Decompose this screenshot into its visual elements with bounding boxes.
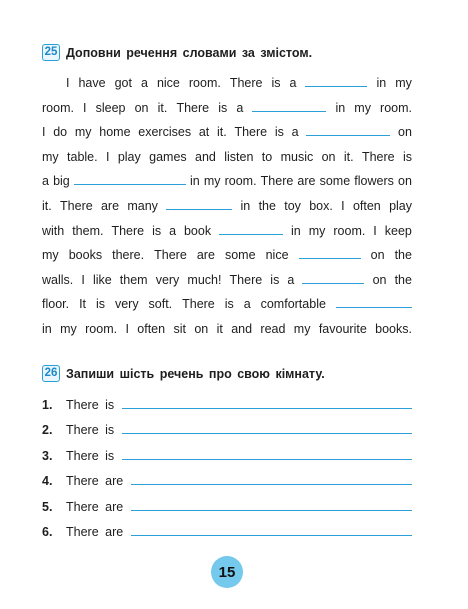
- paragraph-word: some: [224, 248, 256, 263]
- paragraph-word: it.: [157, 100, 168, 115]
- paragraph-word: There: [154, 248, 187, 263]
- paragraph-word: it: [216, 322, 223, 336]
- paragraph-word: table.: [67, 149, 98, 164]
- paragraph-word: toy: [284, 199, 301, 213]
- paragraph-word: a: [291, 125, 299, 140]
- paragraph-word: and: [231, 322, 253, 336]
- paragraph-word: It: [79, 297, 87, 312]
- paragraph-word: are: [196, 248, 215, 263]
- paragraph-line: [42, 197, 412, 215]
- paragraph-word: much!: [187, 272, 222, 287]
- paragraph-word: them.: [72, 223, 104, 238]
- paragraph-word: them: [119, 272, 148, 287]
- paragraph-word: and: [195, 149, 216, 164]
- paragraph-word: a: [287, 272, 295, 287]
- paragraph-word: room.: [224, 174, 257, 189]
- answer-blank[interactable]: [252, 100, 326, 112]
- paragraph-line: [42, 123, 412, 141]
- paragraph-word: I: [81, 272, 85, 287]
- task-instruction: Запиши шість речень про свою кімнату.: [66, 366, 325, 381]
- paragraph-word: comfortable: [260, 297, 326, 312]
- paragraph-word: in: [240, 199, 251, 213]
- paragraph-word: There: [229, 76, 263, 90]
- paragraph-word: my: [42, 149, 59, 164]
- paragraph-word: There: [176, 100, 210, 115]
- paragraph-word: on: [134, 100, 149, 115]
- paragraph-word: my: [354, 100, 371, 115]
- row-number: 3.: [42, 448, 53, 463]
- sentence-stem: There is: [66, 448, 115, 463]
- paragraph-word: it.: [216, 125, 227, 140]
- paragraph-word: play: [117, 149, 141, 164]
- paragraph-word: games: [149, 149, 187, 164]
- paragraph-line: [42, 295, 412, 313]
- paragraph-word: I: [66, 76, 70, 90]
- paragraph-word: There: [111, 223, 145, 238]
- paragraph-word: a: [140, 76, 148, 90]
- paragraph-word: on: [370, 248, 385, 263]
- paragraph-word: There: [234, 125, 268, 140]
- paragraph-word: it.: [343, 149, 354, 164]
- paragraph-word: in: [189, 174, 200, 189]
- paragraph-word: on: [398, 125, 412, 140]
- writing-row: [42, 472, 412, 490]
- paragraph-word: a: [236, 100, 244, 115]
- writing-row: [42, 447, 412, 465]
- paragraph-word: are: [297, 174, 316, 189]
- paragraph-word: There: [229, 272, 263, 287]
- paragraph-word: my: [395, 76, 412, 90]
- paragraph-word: is: [402, 149, 412, 164]
- answer-blank[interactable]: [166, 198, 232, 210]
- paragraph-word: a: [169, 223, 177, 238]
- paragraph-word: in: [376, 76, 387, 90]
- paragraph-word: books.: [375, 322, 412, 336]
- task-instruction: Доповни речення словами за змістом.: [66, 45, 313, 60]
- paragraph-word: book: [183, 223, 212, 238]
- paragraph-word: there.: [112, 248, 145, 263]
- sentence-stem: There are: [66, 474, 124, 489]
- paragraph-word: a: [243, 297, 251, 312]
- answer-blank[interactable]: [74, 173, 186, 185]
- paragraph-line: [42, 148, 412, 166]
- paragraph-word: big: [53, 174, 70, 189]
- writing-line[interactable]: [131, 524, 412, 536]
- paragraph-word: very: [114, 297, 139, 312]
- paragraph-word: a: [42, 174, 49, 189]
- row-number: 6.: [42, 525, 53, 539]
- writing-line[interactable]: [122, 422, 412, 434]
- paragraph-word: often: [352, 199, 381, 213]
- paragraph-word: is: [218, 100, 228, 115]
- writing-row: [42, 523, 412, 541]
- answer-blank[interactable]: [299, 247, 361, 259]
- writing-row: [42, 421, 412, 439]
- paragraph-word: do: [53, 125, 68, 140]
- paragraph-word: soft.: [148, 297, 173, 312]
- answer-blank[interactable]: [302, 272, 364, 284]
- paragraph-word: listen: [224, 149, 254, 164]
- paragraph-word: There: [361, 149, 395, 164]
- paragraph-line: [42, 222, 412, 240]
- paragraph-word: I: [373, 223, 377, 238]
- paragraph-line: [42, 74, 412, 92]
- paragraph-word: There: [60, 199, 93, 213]
- paragraph-word: is: [270, 272, 280, 287]
- paragraph-word: have: [78, 76, 106, 90]
- paragraph-word: sleep: [95, 100, 126, 115]
- answer-blank[interactable]: [306, 124, 390, 136]
- paragraph-word: in: [335, 100, 346, 115]
- row-number: 5.: [42, 499, 53, 514]
- paragraph-word: on: [194, 322, 209, 336]
- paragraph-word: often: [137, 322, 166, 336]
- paragraph-word: I: [125, 322, 129, 336]
- paragraph-word: my: [74, 125, 92, 140]
- row-number: 4.: [42, 474, 53, 489]
- paragraph-word: box.: [309, 199, 333, 213]
- answer-blank[interactable]: [219, 223, 283, 235]
- paragraph-word: my: [60, 322, 77, 336]
- paragraph-word: I: [42, 125, 46, 140]
- answer-blank[interactable]: [336, 296, 412, 308]
- sentence-stem: There are: [66, 525, 124, 539]
- paragraph-line: [42, 271, 412, 289]
- paragraph-word: on: [398, 174, 412, 189]
- paragraph-word: is: [274, 125, 284, 140]
- paragraph-word: room.: [333, 223, 366, 238]
- paragraph-word: sit: [173, 322, 186, 336]
- paragraph-word: with: [42, 223, 65, 238]
- paragraph-word: is: [224, 297, 234, 312]
- paragraph-word: at: [198, 125, 210, 140]
- paragraph-word: like: [92, 272, 112, 287]
- paragraph-word: room.: [188, 76, 221, 90]
- row-number: 2.: [42, 423, 53, 438]
- sentence-stem: There is: [66, 423, 115, 438]
- paragraph-word: I: [105, 149, 110, 164]
- task-25-header: [42, 44, 312, 61]
- paragraph-word: music: [280, 149, 314, 164]
- paragraph-word: read: [260, 322, 286, 336]
- paragraph-word: my: [293, 322, 311, 336]
- paragraph-word: is: [271, 76, 281, 90]
- paragraph-word: floor.: [42, 297, 70, 312]
- paragraph-word: very: [155, 272, 180, 287]
- paragraph-word: room.: [380, 100, 412, 115]
- paragraph-word: flowers: [354, 174, 394, 189]
- paragraph-word: I: [341, 199, 345, 213]
- paragraph-word: in: [291, 223, 301, 238]
- paragraph-word: it.: [42, 199, 52, 213]
- paragraph-word: my: [203, 174, 221, 189]
- paragraph-line: [42, 172, 412, 190]
- paragraph-word: room.: [42, 100, 74, 115]
- writing-line[interactable]: [131, 499, 412, 511]
- paragraph-word: room.: [85, 322, 118, 336]
- paragraph-word: I: [83, 100, 87, 115]
- paragraph-word: is: [152, 223, 162, 238]
- writing-line[interactable]: [122, 448, 412, 460]
- paragraph-line: [42, 99, 412, 117]
- paragraph-word: to: [261, 149, 273, 164]
- paragraph-word: play: [389, 199, 412, 213]
- paragraph-word: favourite: [318, 322, 367, 336]
- writing-line[interactable]: [131, 473, 412, 485]
- page-number: 15: [211, 556, 243, 588]
- paragraph-word: my: [308, 223, 326, 238]
- writing-row: [42, 498, 412, 516]
- paragraph-line: [42, 246, 412, 264]
- paragraph-word: on: [372, 272, 387, 287]
- paragraph-word: many: [127, 199, 158, 213]
- paragraph-word: a: [289, 76, 297, 90]
- paragraph-word: some: [319, 174, 351, 189]
- paragraph-word: There: [260, 174, 294, 189]
- paragraph-word: There: [182, 297, 215, 312]
- paragraph-word: nice: [265, 248, 289, 263]
- paragraph-word: the: [394, 272, 412, 287]
- paragraph-word: in: [42, 322, 52, 336]
- paragraph-word: are: [100, 199, 120, 213]
- paragraph-word: on: [321, 149, 336, 164]
- task-26-header: [42, 365, 325, 382]
- writing-row: [42, 396, 412, 414]
- sentence-stem: There are: [66, 499, 124, 514]
- paragraph-word: the: [394, 248, 412, 263]
- paragraph-word: got: [114, 76, 132, 90]
- sentence-stem: There is: [66, 398, 115, 412]
- paragraph-word: the: [258, 199, 276, 213]
- paragraph-line: [42, 320, 412, 338]
- paragraph-word: exercises: [138, 125, 192, 140]
- task-number-badge: 25: [42, 44, 60, 61]
- paragraph-word: nice: [156, 76, 180, 90]
- row-number: 1.: [42, 398, 53, 412]
- paragraph-word: keep: [384, 223, 412, 238]
- task-number-badge: 26: [42, 365, 60, 382]
- answer-blank[interactable]: [305, 75, 367, 87]
- paragraph-word: books: [68, 248, 103, 263]
- writing-line[interactable]: [122, 397, 412, 409]
- paragraph-word: home: [99, 125, 131, 140]
- paragraph-word: my: [42, 248, 59, 263]
- paragraph-word: is: [95, 297, 105, 312]
- paragraph-word: walls.: [42, 272, 74, 287]
